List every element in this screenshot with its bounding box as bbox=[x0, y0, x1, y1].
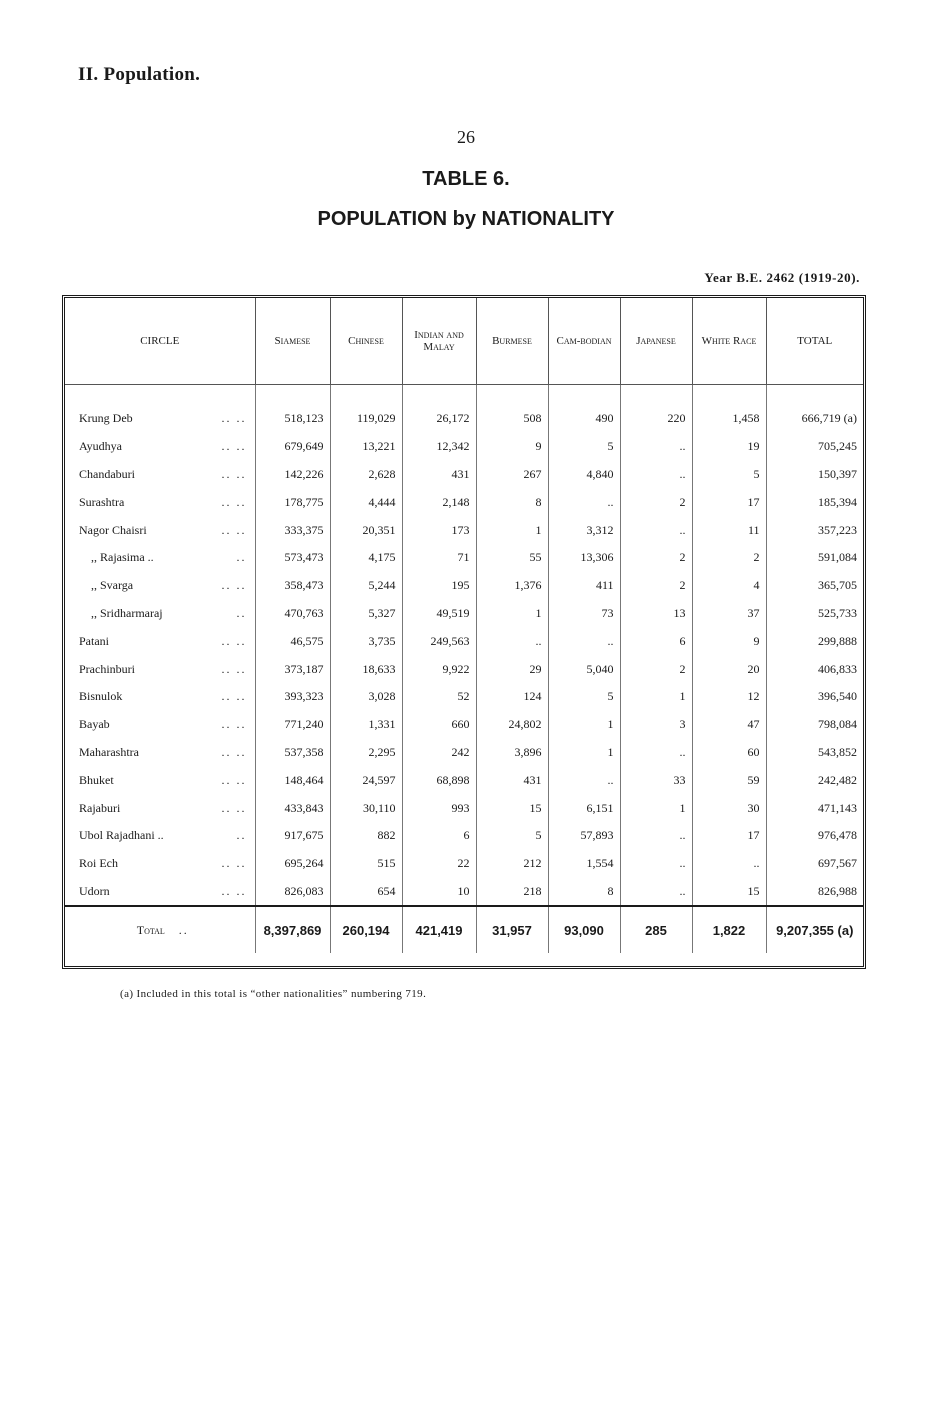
japanese-cell: .. bbox=[620, 739, 692, 767]
chinese-cell: 5,327 bbox=[330, 600, 402, 628]
white-race-cell: 11 bbox=[692, 516, 766, 544]
col-header: CIRCLE bbox=[65, 298, 255, 385]
chinese-cell: 20,351 bbox=[330, 516, 402, 544]
circle-cell bbox=[65, 405, 255, 433]
circle-cell bbox=[65, 655, 255, 683]
leader-dots: .. .. bbox=[221, 494, 247, 509]
indian-malay-cell: 421,419 bbox=[402, 906, 476, 953]
chinese-cell: 5,244 bbox=[330, 572, 402, 600]
chinese-cell: 4,175 bbox=[330, 544, 402, 572]
circle-name: Total bbox=[136, 922, 165, 937]
total-cell: 591,084 bbox=[818, 550, 857, 565]
table-number: TABLE 6. bbox=[422, 168, 510, 190]
total-cell: 798,084 bbox=[818, 717, 857, 732]
white-race-cell: 37 bbox=[692, 600, 766, 628]
cambodian-cell: 8 bbox=[548, 878, 620, 907]
cambodian-cell: 93,090 bbox=[548, 906, 620, 953]
total-cell: 299,888 bbox=[818, 633, 857, 648]
white-race-cell: 9 bbox=[692, 627, 766, 655]
table-row bbox=[65, 600, 863, 628]
siamese-cell: 358,473 bbox=[255, 572, 330, 600]
siamese-cell: 518,123 bbox=[255, 405, 330, 433]
indian-malay-cell: 6 bbox=[402, 822, 476, 850]
cambodian-cell: 1,554 bbox=[548, 850, 620, 878]
circle-name: Ubol Rajadhani .. bbox=[79, 828, 164, 843]
circle-name: Roi Ech bbox=[79, 856, 118, 871]
siamese-cell: 8,397,869 bbox=[255, 906, 330, 953]
table-row bbox=[65, 572, 863, 600]
leader-dots: .. .. bbox=[221, 772, 247, 787]
chinese-cell: 13,221 bbox=[330, 433, 402, 461]
japanese-cell: .. bbox=[620, 433, 692, 461]
indian-malay-cell: 9,922 bbox=[402, 655, 476, 683]
white-race-cell: 20 bbox=[692, 655, 766, 683]
japanese-cell: 13 bbox=[620, 600, 692, 628]
burmese-cell: 508 bbox=[476, 405, 548, 433]
indian-malay-cell: 2,148 bbox=[402, 488, 476, 516]
page-number: 26 bbox=[457, 127, 475, 147]
table-row bbox=[65, 850, 863, 878]
japanese-cell: 3 bbox=[620, 711, 692, 739]
table-row bbox=[65, 433, 863, 461]
siamese-cell: 373,187 bbox=[255, 655, 330, 683]
indian-malay-cell: 195 bbox=[402, 572, 476, 600]
burmese-cell: 3,896 bbox=[476, 739, 548, 767]
white-race-cell: 19 bbox=[692, 433, 766, 461]
chinese-cell: 3,028 bbox=[330, 683, 402, 711]
leader-dots: .. bbox=[236, 828, 247, 843]
burmese-cell: .. bbox=[476, 627, 548, 655]
siamese-cell: 537,358 bbox=[255, 739, 330, 767]
circle-name: ,, Svarga bbox=[91, 578, 134, 593]
chinese-cell: 1,331 bbox=[330, 711, 402, 739]
cambodian-cell: 5,040 bbox=[548, 655, 620, 683]
leader-dots: .. bbox=[178, 922, 189, 937]
chinese-cell: 515 bbox=[330, 850, 402, 878]
table-row bbox=[65, 655, 863, 683]
white-race-cell: 60 bbox=[692, 739, 766, 767]
siamese-cell: 470,763 bbox=[255, 600, 330, 628]
chinese-cell: 654 bbox=[330, 878, 402, 907]
total-cell: 705,245 bbox=[818, 439, 857, 454]
chinese-cell: 18,633 bbox=[330, 655, 402, 683]
siamese-cell: 142,226 bbox=[255, 461, 330, 489]
total-cell: 406,833 bbox=[818, 661, 857, 676]
circle-cell bbox=[65, 516, 255, 544]
total-cell: 357,223 bbox=[818, 522, 857, 537]
siamese-cell: 573,473 bbox=[255, 544, 330, 572]
leader-dots: .. .. bbox=[221, 856, 247, 871]
table-row bbox=[65, 516, 863, 544]
burmese-cell: 5 bbox=[476, 822, 548, 850]
section-heading: II. Population. bbox=[78, 64, 201, 85]
indian-malay-cell: 431 bbox=[402, 461, 476, 489]
burmese-cell: 124 bbox=[476, 683, 548, 711]
circle-cell bbox=[65, 766, 255, 794]
siamese-cell: 826,083 bbox=[255, 878, 330, 907]
chinese-cell: 2,628 bbox=[330, 461, 402, 489]
siamese-cell: 771,240 bbox=[255, 711, 330, 739]
table-row bbox=[65, 739, 863, 767]
total-cell: 666,719 (a) bbox=[801, 411, 857, 426]
col-header: Chinese bbox=[330, 298, 402, 385]
cambodian-cell: 73 bbox=[548, 600, 620, 628]
indian-malay-cell: 173 bbox=[402, 516, 476, 544]
siamese-cell: 333,375 bbox=[255, 516, 330, 544]
total-row bbox=[65, 906, 863, 953]
indian-malay-cell: 12,342 bbox=[402, 433, 476, 461]
table-row bbox=[65, 711, 863, 739]
siamese-cell: 695,264 bbox=[255, 850, 330, 878]
japanese-cell: 1 bbox=[620, 794, 692, 822]
circle-cell bbox=[65, 739, 255, 767]
cambodian-cell: .. bbox=[548, 488, 620, 516]
circle-cell bbox=[65, 850, 255, 878]
burmese-cell: 267 bbox=[476, 461, 548, 489]
circle-cell bbox=[65, 878, 255, 907]
burmese-cell: 1 bbox=[476, 516, 548, 544]
white-race-cell: 47 bbox=[692, 711, 766, 739]
col-header: TOTAL bbox=[766, 298, 863, 385]
circle-cell bbox=[65, 544, 255, 572]
cambodian-cell: .. bbox=[548, 766, 620, 794]
circle-cell bbox=[65, 906, 255, 953]
chinese-cell: 4,444 bbox=[330, 488, 402, 516]
japanese-cell: 1 bbox=[620, 683, 692, 711]
circle-name: Surashtra bbox=[79, 494, 125, 509]
leader-dots: .. .. bbox=[221, 800, 247, 815]
table-row bbox=[65, 627, 863, 655]
white-race-cell: 17 bbox=[692, 488, 766, 516]
indian-malay-cell: 71 bbox=[402, 544, 476, 572]
white-race-cell: 15 bbox=[692, 878, 766, 907]
cambodian-cell: 6,151 bbox=[548, 794, 620, 822]
circle-name: Ayudhya bbox=[79, 439, 122, 454]
leader-dots: .. .. bbox=[221, 633, 247, 648]
indian-malay-cell: 10 bbox=[402, 878, 476, 907]
japanese-cell: 2 bbox=[620, 572, 692, 600]
burmese-cell: 1,376 bbox=[476, 572, 548, 600]
japanese-cell: 2 bbox=[620, 544, 692, 572]
circle-cell bbox=[65, 711, 255, 739]
col-header: Burmese bbox=[476, 298, 548, 385]
cambodian-cell: 4,840 bbox=[548, 461, 620, 489]
cambodian-cell: 1 bbox=[548, 739, 620, 767]
circle-name: Patani bbox=[79, 633, 109, 648]
circle-name: ,, Sridharmaraj bbox=[91, 605, 163, 620]
burmese-cell: 31,957 bbox=[476, 906, 548, 953]
leader-dots: .. .. bbox=[221, 661, 247, 676]
table-row bbox=[65, 794, 863, 822]
leader-dots: .. .. bbox=[221, 883, 247, 898]
population-table-frame bbox=[62, 295, 866, 969]
total-cell: 976,478 bbox=[818, 828, 857, 843]
siamese-cell: 433,843 bbox=[255, 794, 330, 822]
siamese-cell: 178,775 bbox=[255, 488, 330, 516]
leader-dots: .. .. bbox=[221, 466, 247, 481]
circle-name: Rajaburi bbox=[79, 800, 121, 815]
burmese-cell: 55 bbox=[476, 544, 548, 572]
col-header: Japanese bbox=[620, 298, 692, 385]
white-race-cell: 1,458 bbox=[692, 405, 766, 433]
cambodian-cell: 1 bbox=[548, 711, 620, 739]
japanese-cell: 2 bbox=[620, 488, 692, 516]
chinese-cell: 3,735 bbox=[330, 627, 402, 655]
circle-cell bbox=[65, 572, 255, 600]
indian-malay-cell: 49,519 bbox=[402, 600, 476, 628]
circle-cell bbox=[65, 627, 255, 655]
header-row bbox=[65, 298, 863, 385]
leader-dots: .. .. bbox=[221, 689, 247, 704]
japanese-cell: 2 bbox=[620, 655, 692, 683]
circle-cell bbox=[65, 794, 255, 822]
indian-malay-cell: 993 bbox=[402, 794, 476, 822]
cambodian-cell: 411 bbox=[548, 572, 620, 600]
white-race-cell: 2 bbox=[692, 544, 766, 572]
circle-cell bbox=[65, 461, 255, 489]
spacer-row bbox=[65, 385, 863, 406]
indian-malay-cell: 52 bbox=[402, 683, 476, 711]
total-cell: 365,705 bbox=[818, 578, 857, 593]
white-race-cell: 5 bbox=[692, 461, 766, 489]
total-cell: 185,394 bbox=[818, 494, 857, 509]
table-title: POPULATION by NATIONALITY bbox=[317, 208, 615, 230]
leader-dots: .. .. bbox=[221, 717, 247, 732]
circle-cell bbox=[65, 822, 255, 850]
cambodian-cell: 490 bbox=[548, 405, 620, 433]
burmese-cell: 8 bbox=[476, 488, 548, 516]
leader-dots: .. bbox=[236, 605, 247, 620]
siamese-cell: 393,323 bbox=[255, 683, 330, 711]
circle-cell bbox=[65, 433, 255, 461]
burmese-cell: 212 bbox=[476, 850, 548, 878]
chinese-cell: 260,194 bbox=[330, 906, 402, 953]
table-row bbox=[65, 488, 863, 516]
circle-name: Bayab bbox=[79, 717, 110, 732]
col-header: Cam-bodian bbox=[548, 298, 620, 385]
leader-dots: .. .. bbox=[221, 744, 247, 759]
total-cell: 150,397 bbox=[818, 466, 857, 481]
table-row bbox=[65, 822, 863, 850]
siamese-cell: 148,464 bbox=[255, 766, 330, 794]
burmese-cell: 218 bbox=[476, 878, 548, 907]
circle-name: Prachinburi bbox=[79, 661, 135, 676]
white-race-cell: 30 bbox=[692, 794, 766, 822]
indian-malay-cell: 249,563 bbox=[402, 627, 476, 655]
chinese-cell: 2,295 bbox=[330, 739, 402, 767]
indian-malay-cell: 22 bbox=[402, 850, 476, 878]
circle-name: Chandaburi bbox=[79, 466, 135, 481]
circle-name: ,, Rajasima .. bbox=[91, 550, 154, 565]
siamese-cell: 46,575 bbox=[255, 627, 330, 655]
population-table bbox=[65, 298, 863, 953]
table-row bbox=[65, 878, 863, 907]
chinese-cell: 30,110 bbox=[330, 794, 402, 822]
siamese-cell: 679,649 bbox=[255, 433, 330, 461]
total-cell: 396,540 bbox=[818, 689, 857, 704]
cambodian-cell: .. bbox=[548, 627, 620, 655]
chinese-cell: 24,597 bbox=[330, 766, 402, 794]
indian-malay-cell: 68,898 bbox=[402, 766, 476, 794]
total-cell: 471,143 bbox=[818, 800, 857, 815]
table-row bbox=[65, 544, 863, 572]
leader-dots: .. .. bbox=[221, 522, 247, 537]
total-cell: 242,482 bbox=[818, 772, 857, 787]
circle-name: Bisnulok bbox=[79, 689, 123, 704]
japanese-cell: .. bbox=[620, 878, 692, 907]
white-race-cell: 12 bbox=[692, 683, 766, 711]
cambodian-cell: 5 bbox=[548, 683, 620, 711]
circle-cell bbox=[65, 488, 255, 516]
japanese-cell: 33 bbox=[620, 766, 692, 794]
japanese-cell: 6 bbox=[620, 627, 692, 655]
table-row bbox=[65, 766, 863, 794]
white-race-cell: .. bbox=[692, 850, 766, 878]
burmese-cell: 15 bbox=[476, 794, 548, 822]
japanese-cell: .. bbox=[620, 461, 692, 489]
circle-name: Udorn bbox=[79, 883, 110, 898]
leader-dots: .. .. bbox=[221, 439, 247, 454]
total-cell: 9,207,355 (a) bbox=[766, 906, 863, 953]
leader-dots: .. bbox=[236, 550, 247, 565]
col-header: Indian and Malay bbox=[402, 298, 476, 385]
col-header: White Race bbox=[692, 298, 766, 385]
circle-name: Maharashtra bbox=[79, 744, 139, 759]
japanese-cell: .. bbox=[620, 850, 692, 878]
cambodian-cell: 3,312 bbox=[548, 516, 620, 544]
white-race-cell: 1,822 bbox=[692, 906, 766, 953]
burmese-cell: 431 bbox=[476, 766, 548, 794]
circle-name: Nagor Chaisri bbox=[79, 522, 147, 537]
burmese-cell: 24,802 bbox=[476, 711, 548, 739]
burmese-cell: 9 bbox=[476, 433, 548, 461]
cambodian-cell: 5 bbox=[548, 433, 620, 461]
footnote: (a) Included in this total is “other nationalities” numbering 719. bbox=[120, 988, 427, 1000]
burmese-cell: 1 bbox=[476, 600, 548, 628]
japanese-cell: .. bbox=[620, 516, 692, 544]
total-cell: 697,567 bbox=[818, 856, 857, 871]
cambodian-cell: 13,306 bbox=[548, 544, 620, 572]
circle-cell bbox=[65, 600, 255, 628]
siamese-cell: 917,675 bbox=[255, 822, 330, 850]
table-body bbox=[65, 385, 863, 954]
circle-name: Krung Deb bbox=[79, 411, 133, 426]
chinese-cell: 119,029 bbox=[330, 405, 402, 433]
circle-cell bbox=[65, 683, 255, 711]
total-cell: 543,852 bbox=[818, 744, 857, 759]
cambodian-cell: 57,893 bbox=[548, 822, 620, 850]
table-row bbox=[65, 683, 863, 711]
col-header: Siamese bbox=[255, 298, 330, 385]
year-line: Year B.E. 2462 (1919-20). bbox=[704, 270, 860, 285]
leader-dots: .. .. bbox=[221, 578, 247, 593]
white-race-cell: 17 bbox=[692, 822, 766, 850]
japanese-cell: .. bbox=[620, 822, 692, 850]
total-cell: 826,988 bbox=[818, 883, 857, 898]
burmese-cell: 29 bbox=[476, 655, 548, 683]
leader-dots: .. .. bbox=[221, 411, 247, 426]
circle-name: Bhuket bbox=[79, 772, 114, 787]
japanese-cell: 220 bbox=[620, 405, 692, 433]
chinese-cell: 882 bbox=[330, 822, 402, 850]
indian-malay-cell: 660 bbox=[402, 711, 476, 739]
table-row bbox=[65, 461, 863, 489]
total-cell: 525,733 bbox=[818, 605, 857, 620]
indian-malay-cell: 242 bbox=[402, 739, 476, 767]
white-race-cell: 4 bbox=[692, 572, 766, 600]
japanese-cell: 285 bbox=[620, 906, 692, 953]
table-row bbox=[65, 405, 863, 433]
indian-malay-cell: 26,172 bbox=[402, 405, 476, 433]
white-race-cell: 59 bbox=[692, 766, 766, 794]
